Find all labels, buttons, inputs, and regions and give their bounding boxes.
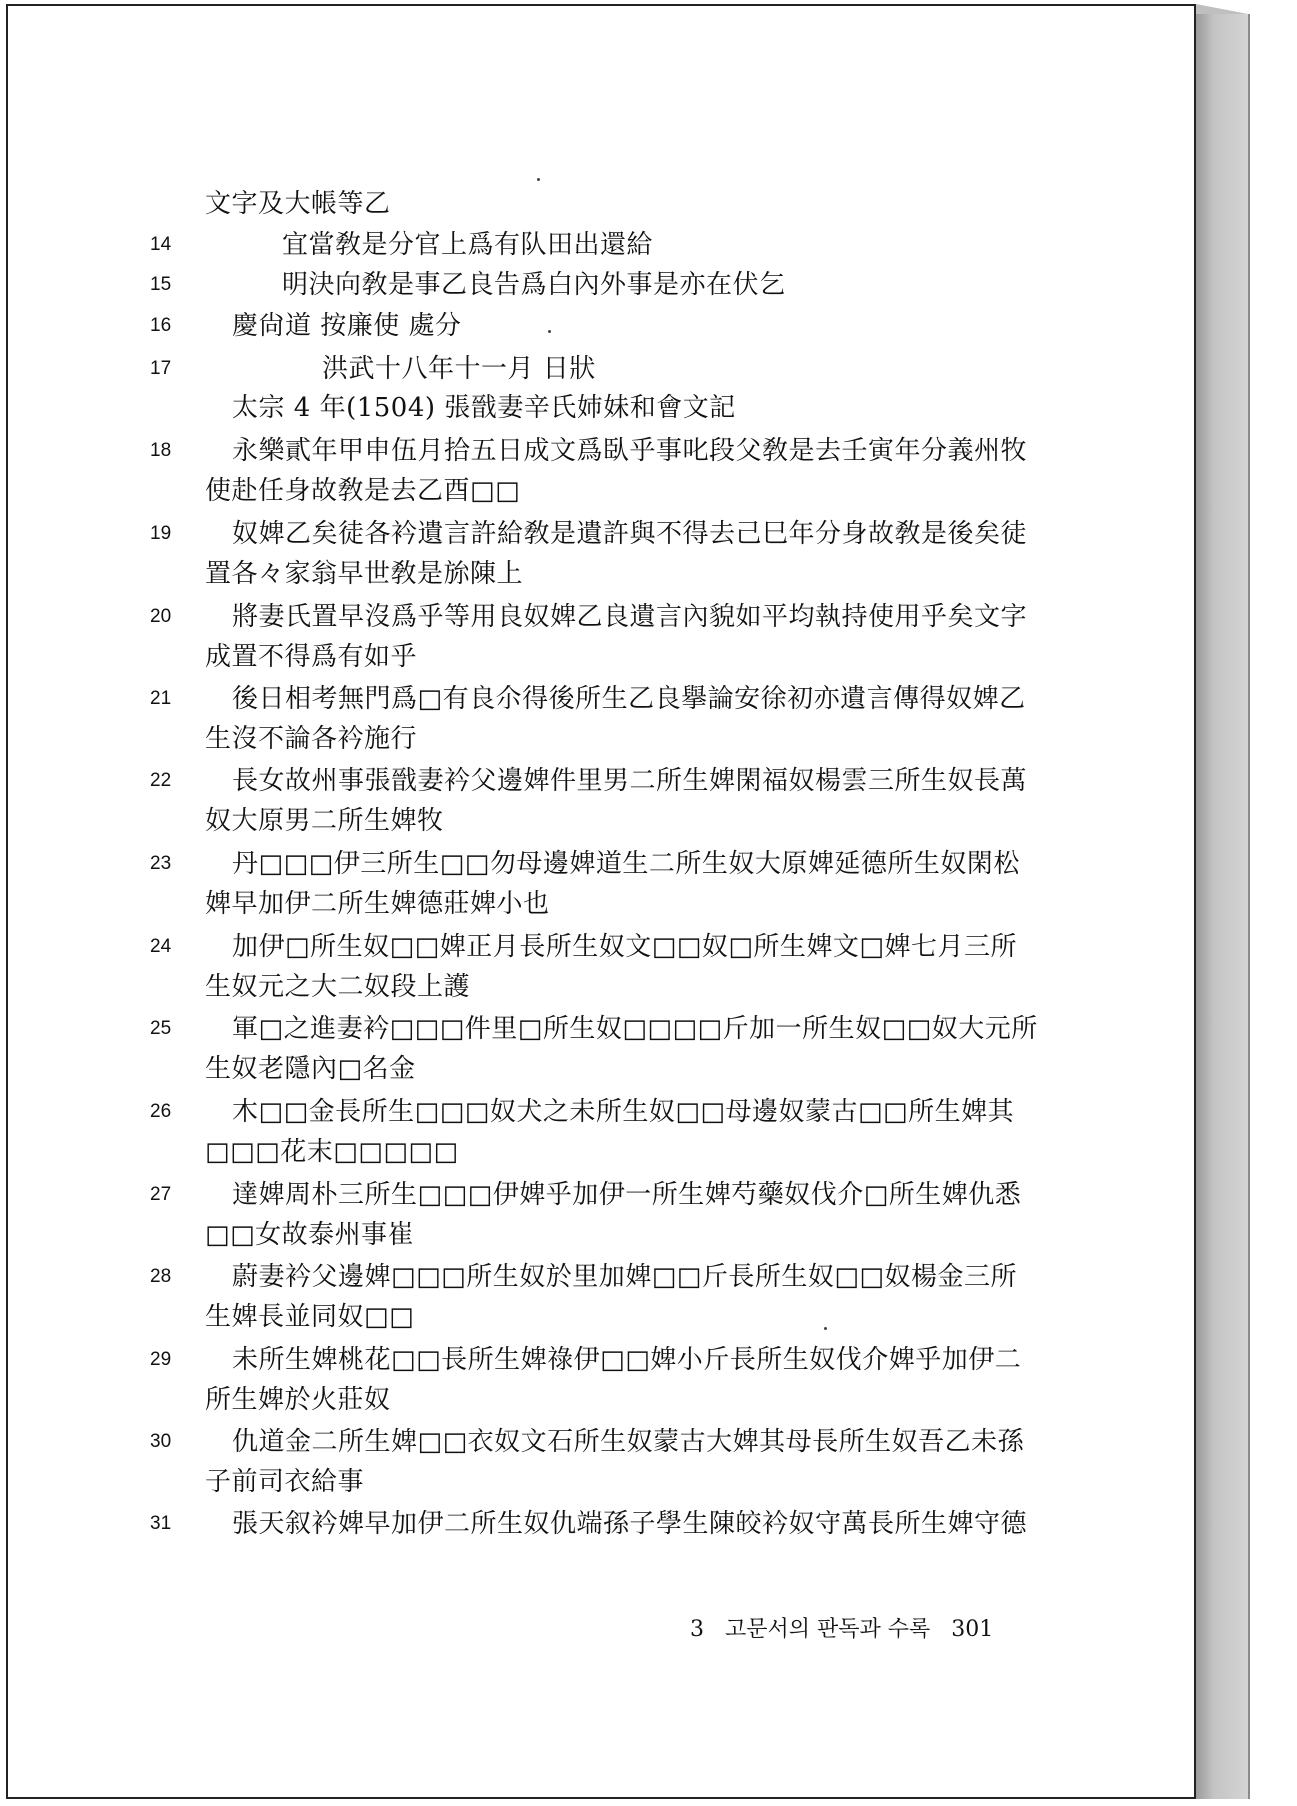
line-number: 23 [150, 853, 172, 874]
text-line [0, 885, 1190, 929]
line-text: 蔚妻衿父邊婢□□□所生奴於里加婢□□斤長所生奴□□奴楊金三所 [232, 1262, 1017, 1292]
line-text: 使赴任身故敎是去乙酉□□ [205, 476, 521, 506]
text-line [0, 598, 1190, 642]
text-line [0, 968, 1190, 1012]
text-line [0, 266, 1190, 310]
line-number: 17 [150, 358, 172, 379]
line-text: 長女故州事張戩妻衿父邊婢件里男二所生婢閑福奴楊雲三所生奴長萬 [232, 766, 1028, 796]
line-text: 達婢周朴三所生□□□伊婢乎加伊一所生婢芍藥奴伐介□所生婢仇悉 [232, 1180, 1022, 1210]
text-line [0, 1381, 1190, 1425]
line-number: 19 [150, 523, 172, 544]
text-line [0, 1050, 1190, 1094]
line-text: 軍□之進妻衿□□□件里□所生奴□□□□斤加一所生奴□□奴大元所 [232, 1014, 1038, 1044]
footer-section-title: 고문서의 판독과 수록 [725, 1617, 931, 1642]
text-line [0, 1505, 1190, 1549]
text-line [0, 1423, 1190, 1467]
line-text: 婢早加伊二所生婢德莊婢小也 [205, 889, 550, 919]
line-number: 15 [150, 274, 172, 295]
text-line [0, 1216, 1190, 1260]
line-text: 後日相考無門爲□有良尒得後所生乙良擧論安徐初亦遺言傳得奴婢乙 [232, 684, 1026, 714]
text-line [0, 515, 1190, 559]
text-line [0, 638, 1190, 682]
line-text: 奴婢乙矣徒各衿遺言許給敎是遺許與不得去己巳年分身故敎是後矣徒 [232, 519, 1028, 549]
text-line [0, 1176, 1190, 1220]
line-number: 14 [150, 234, 172, 255]
line-text: 永樂貳年甲申伍月拾五日成文爲臥乎事叱段父敎是去壬寅年分義州牧 [232, 436, 1028, 466]
line-text: 張天叙衿婢早加伊二所生奴仇端孫子學生陳皎衿奴守萬長所生婢守德 [232, 1509, 1028, 1539]
line-text: 生奴元之大二奴段上護 [205, 972, 471, 1002]
line-number: 30 [150, 1431, 172, 1452]
line-text: 生沒不論各衿施行 [205, 724, 418, 754]
text-line [0, 1258, 1190, 1302]
line-text: 子前司衣給事 [205, 1467, 365, 1497]
page-footer [690, 1612, 1090, 1646]
line-number: 25 [150, 1018, 172, 1039]
line-text: □□□花末□□□□□ [205, 1137, 459, 1167]
text-line [0, 845, 1190, 889]
line-text: 生婢長並同奴□□ [205, 1302, 415, 1332]
line-text: 洪武十八年十一月 日狀 [322, 354, 596, 384]
line-number: 26 [150, 1101, 172, 1122]
footer-page-number: 301 [951, 1617, 994, 1642]
line-text: 置各々家翁早世敎是旀陳上 [205, 559, 524, 589]
text-line [0, 1010, 1190, 1054]
text-line [0, 1133, 1190, 1177]
text-line [0, 472, 1190, 516]
text-line [0, 720, 1190, 764]
text-line [0, 226, 1190, 270]
line-text: 丹□□□伊三所生□□勿母邊婢道生二所生奴大原婢延德所生奴閑松 [232, 849, 1020, 879]
line-text: 木□□金長所生□□□奴犬之未所生奴□□母邊奴蒙古□□所生婢其 [232, 1097, 1015, 1127]
text-line [0, 185, 1190, 229]
line-text: 文字及大帳等乙 [205, 189, 391, 219]
line-text: 加伊□所生奴□□婢正月長所生奴文□□奴□所生婢文□婢七月三所 [232, 932, 1017, 962]
line-number: 20 [150, 606, 172, 627]
footer-chapter: 3 [690, 1617, 704, 1642]
text-line [0, 762, 1190, 806]
line-text: 所生婢於火莊奴 [205, 1385, 391, 1415]
line-text: 慶尙道 按廉使 處分 [232, 311, 462, 341]
text-line [0, 1341, 1190, 1385]
text-line [0, 350, 1190, 394]
text-line [0, 1093, 1190, 1137]
line-text: 奴大原男二所生婢牧 [205, 806, 444, 836]
line-number: 18 [150, 440, 172, 461]
text-line [0, 307, 1190, 351]
line-text: □□女故泰州事崔 [205, 1220, 415, 1250]
page-stack-top [1196, 4, 1248, 14]
text-line [0, 928, 1190, 972]
speck-mark [537, 178, 540, 181]
line-number: 27 [150, 1184, 172, 1205]
text-line [0, 555, 1190, 599]
text-line [0, 389, 1190, 433]
line-number: 28 [150, 1266, 172, 1287]
text-line [0, 1463, 1190, 1507]
line-text: 將妻氏置早沒爲乎等用良奴婢乙良遺言內貌如平均執持使用乎矣文字 [232, 602, 1028, 632]
line-text: 生奴老隱內□名金 [205, 1054, 416, 1084]
line-number: 22 [150, 770, 172, 791]
text-line [0, 432, 1190, 476]
line-text: 仇道金二所生婢□□衣奴文石所生奴蒙古大婢其母長所生奴吾乙未孫 [232, 1427, 1025, 1457]
line-text: 成置不得爲有如乎 [205, 642, 418, 672]
line-text: 宜當敎是分官上爲有队田出還給 [282, 230, 654, 260]
line-number: 29 [150, 1349, 172, 1370]
text-line [0, 680, 1190, 724]
text-line [0, 802, 1190, 846]
line-text: 明決向敎是事乙良告爲白內外事是亦在伏乞 [282, 270, 786, 300]
line-number: 21 [150, 688, 172, 709]
line-text: 未所生婢桃花□□長所生婢祿伊□□婢小斤長所生奴伐介婢乎加伊二 [232, 1345, 1022, 1375]
text-line [0, 1298, 1190, 1342]
page-stack-edge [1196, 14, 1250, 1799]
line-number: 31 [150, 1513, 172, 1534]
line-text: 太宗 4 年(1504) 張戩妻辛氏姉妹和會文記 [232, 393, 736, 423]
line-number: 16 [150, 315, 172, 336]
line-number: 24 [150, 936, 172, 957]
